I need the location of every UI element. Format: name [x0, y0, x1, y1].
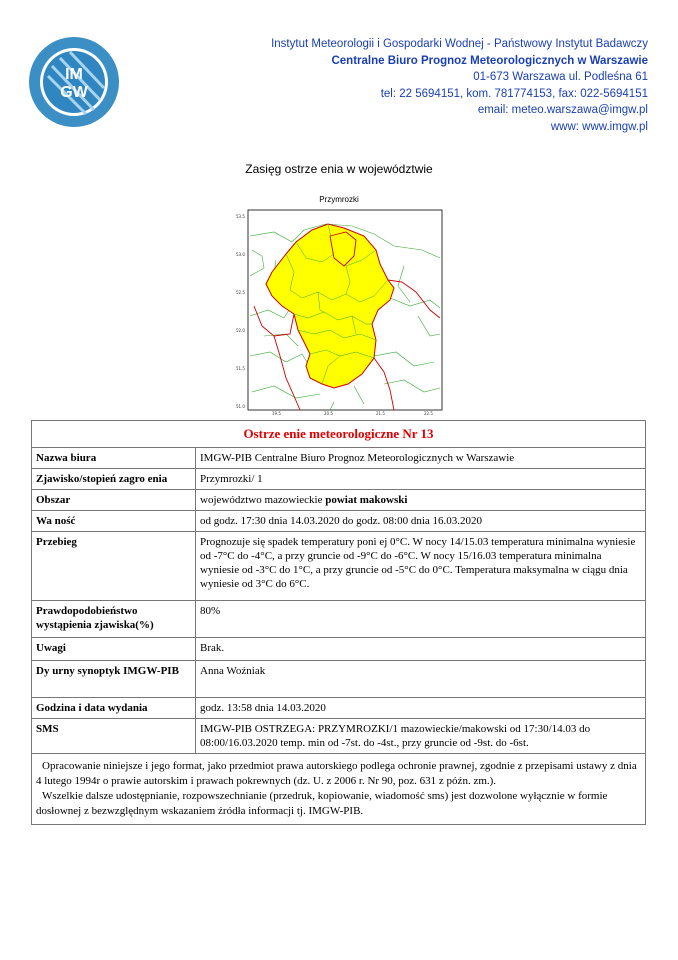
logo-text-bottom: GW	[60, 84, 88, 101]
table-row	[32, 448, 646, 469]
table-row	[32, 698, 646, 719]
row-value: od godz. 17:30 dnia 14.03.2020 do godz. 08:00 dnia 16.03.2020	[196, 511, 646, 532]
warning-table	[31, 420, 646, 825]
x-tick: 22.5	[424, 411, 433, 416]
imgw-logo	[28, 36, 120, 128]
table-row	[32, 638, 646, 661]
website-link[interactable]: www: www.imgw.pl	[550, 120, 648, 133]
row-label: Uwagi	[32, 638, 196, 661]
table-row	[32, 532, 646, 601]
logo-text-top: IM	[65, 66, 83, 83]
x-tick: 19.5	[272, 411, 281, 416]
row-label: SMS	[32, 719, 196, 754]
email-link[interactable]: email: meteo.warszawa@imgw.pl	[477, 104, 648, 116]
institute-header	[271, 36, 648, 135]
row-value: godz. 13:58 dnia 14.03.2020	[196, 698, 646, 719]
row-value: IMGW-PIB OSTRZEGA: PRZYMROZKI/1 mazowieckie/makowski od 17:30/14.03 do 08:00/16.03.2020 temp. min od -7st. do -4st., przy gruncie od -9st. do -6st.	[196, 719, 646, 754]
warning-title: Ostrze enie meteorologiczne Nr 13	[32, 421, 646, 448]
phone-line: tel: 22 5694151, kom. 781774153, fax: 022-5694151	[380, 87, 648, 100]
y-tick: 52.5	[236, 290, 245, 295]
y-tick: 53.0	[236, 252, 245, 257]
warning-map	[234, 206, 446, 416]
x-tick: 20.5	[324, 411, 333, 416]
y-tick: 53.5	[236, 214, 245, 219]
institute-name: Instytut Meteorologii i Gospodarki Wodnej - Państwowy Instytut Badawczy	[271, 38, 648, 50]
row-value	[196, 490, 646, 511]
copyright-paragraph-2: Wszelkie dalsze udostępnianie, rozpowszechnianie (przedruk, kopiowanie, wiadomość sms) jest dozwolone wyłącznie w formie dosłownej z bezwzględnym wskazaniem źródła informacji tj. IMGW-PIB.	[36, 790, 608, 817]
area-county: powiat makowski	[325, 494, 408, 506]
table-row	[32, 719, 646, 754]
map-subtitle: Przymrozki	[319, 195, 359, 204]
row-value: Prognozuje się spadek temperatury poni ej 0°C. W nocy 14/15.03 temperatura minimalna wyniesie od -7°C do -4°C, a przy gruncie od -9°C do -6°C. W nocy 15/16.03 temperatura minimalna wyniesie od -3°C do 1°C, a przy gruncie od -5°C do 0°C. Temperatura maksymalna w ciągu dnia wyniesie od 3°C do 6°C.	[196, 532, 646, 601]
row-label: Przebieg	[32, 532, 196, 601]
copyright-notice	[32, 754, 646, 825]
table-row	[32, 661, 646, 698]
row-value: Anna Woźniak	[196, 661, 646, 698]
row-label: Obszar	[32, 490, 196, 511]
row-value: 80%	[196, 601, 646, 638]
y-tick: 51.5	[236, 366, 245, 371]
office-name: Centralne Biuro Prognoz Meteorologicznych w Warszawie	[331, 54, 648, 67]
address: 01-673 Warszawa ul. Podleśna 61	[473, 71, 648, 83]
area-region: województwo mazowieckie	[200, 494, 323, 506]
y-tick: 52.0	[236, 328, 245, 333]
table-row	[32, 601, 646, 638]
row-value: IMGW-PIB Centralne Biuro Prognoz Meteorologicznych w Warszawie	[196, 448, 646, 469]
row-label: Zjawisko/stopień zagro enia	[32, 469, 196, 490]
table-row	[32, 511, 646, 532]
row-label: Wa ność	[32, 511, 196, 532]
table-row	[32, 469, 646, 490]
row-label: Dy urny synoptyk IMGW-PIB	[32, 661, 196, 698]
row-label: Prawdopodobieństwo wystąpienia zjawiska(%)	[32, 601, 196, 638]
row-label: Godzina i data wydania	[32, 698, 196, 719]
table-row	[32, 490, 646, 511]
row-value: Brak.	[196, 638, 646, 661]
row-value: Przymrozki/ 1	[196, 469, 646, 490]
table-title-row	[32, 421, 646, 448]
copyright-paragraph-1: Opracowanie niniejsze i jego format, jako przedmiot prawa autorskiego podlega ochronie prawnej, zgodnie z przepisami ustawy z dnia 4 lutego 1994r o prawie autorskim i prawach pokrewnych (dz. U. z 2006 r. Nr 90, poz. 631 z późn. zm.).	[36, 760, 637, 787]
row-label: Nazwa biura	[32, 448, 196, 469]
footer-row	[32, 754, 646, 825]
x-tick: 21.5	[376, 411, 385, 416]
y-tick: 51.0	[236, 404, 245, 409]
map-title: Zasięg ostrze enia w województwie	[245, 162, 433, 176]
